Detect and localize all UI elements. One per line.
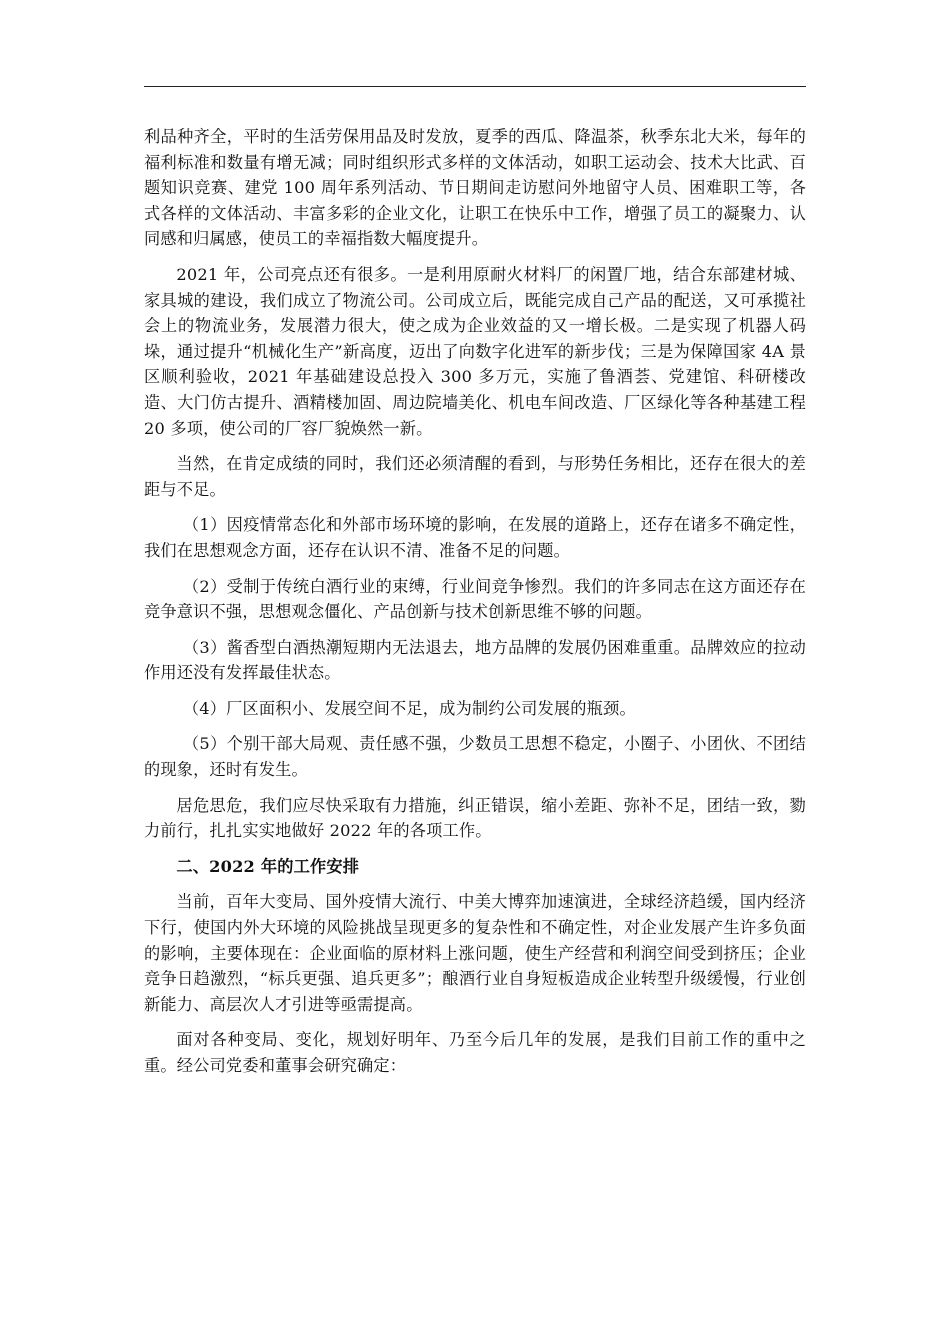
list-item-shortcoming-5: （5）个别干部大局观、责任感不强，少数员工思想不稳定，小圈子、小团伙、不团结的现象，还时有发生。 [144, 734, 806, 780]
paragraph-call-to-action: 居危思危，我们应尽快采取有力措施，纠正错误，缩小差距、弥补不足，团结一致，勠力前行，扎扎实实地做好 2022 年的各项工作。 [144, 795, 806, 841]
header-rule [144, 86, 806, 87]
paragraph-current-environment: 当前，百年大变局、国外疫情大流行、中美大博弈加速演进，全球经济趋缓，国内经济下行，使国内外大环境的风险挑战呈现更多的复杂性和不确定性，对企业发展产生许多负面的影响，主要体现在：企业面临的原材料上涨问题，使生产经营和利润空间受到挤压；企业竞争日趋激烈，“标兵更强、追兵更多”；酿酒行业自身短板造成企业转型升级缓慢，行业创新能力、高层次人才引进等亟需提高。 [144, 892, 806, 1014]
list-item-shortcoming-3: （3）酱香型白酒热潮短期内无法退去，地方品牌的发展仍困难重重。品牌效应的拉动作用还没有发挥最佳状态。 [144, 637, 806, 683]
document-body[interactable] [144, 124, 806, 1089]
paragraph-2021-highlights: 2021 年，公司亮点还有很多。一是利用原耐火材料厂的闲置厂地，结合东部建材城、家具城的建设，我们成立了物流公司。公司成立后，既能完成自己产品的配送，又可承揽社会上的物流业务，发展潜力很大，使之成为企业效益的又一增长极。二是实现了机器人码垛，通过提升“机械化生产”新高度，迈出了向数字化进军的新步伐；三是为保障国家 4A 景区顺利验收，2021 年基础建设总投入 300 多万元，实施了鲁酒荟、党建馆、科研楼改造、大门仿古提升、酒精楼加固、周边院墙美化、机电车间改造、厂区绿化等各种基建工程 20 多项，使公司的厂容厂貌焕然一新。 [144, 264, 806, 438]
list-item-shortcoming-1: （1）因疫情常态化和外部市场环境的影响，在发展的道路上，还存在诸多不确定性，我们在思想观念方面，还存在认识不清、准备不足的问题。 [144, 515, 806, 560]
list-item-shortcoming-2: （2）受制于传统白酒行业的束缚，行业间竞争惨烈。我们的许多同志在这方面还存在竞争意识不强，思想观念僵化、产品创新与技术创新思维不够的问题。 [144, 576, 806, 622]
paragraph-planning: 面对各种变局、变化，规划好明年、乃至今后几年的发展，是我们目前工作的重中之重。经公司党委和董事会研究确定： [144, 1030, 806, 1075]
section-heading-2022-plan: 二、2022 年的工作安排 [176, 856, 360, 876]
paragraph-shortcomings-intro: 当然，在肯定成绩的同时，我们还必须清醒的看到，与形势任务相比，还存在很大的差距与不足。 [144, 454, 806, 499]
list-item-shortcoming-4: （4）厂区面积小、发展空间不足，成为制约公司发展的瓶颈。 [182, 698, 636, 718]
paragraph-welfare-continued: 利品种齐全，平时的生活劳保用品及时发放，夏季的西瓜、降温茶，秋季东北大米，每年的福利标准和数量有增无减；同时组织形式多样的文体活动，如职工运动会、技术大比武、百题知识竞赛、建党 100 周年系列活动、节日期间走访慰问外地留守人员、困难职工等，各式各样的文体活动、丰富多彩的企业文化，让职工在快乐中工作，增强了员工的凝聚力、认同感和归属感，使员工的幸福指数大幅度提升。 [144, 127, 806, 249]
